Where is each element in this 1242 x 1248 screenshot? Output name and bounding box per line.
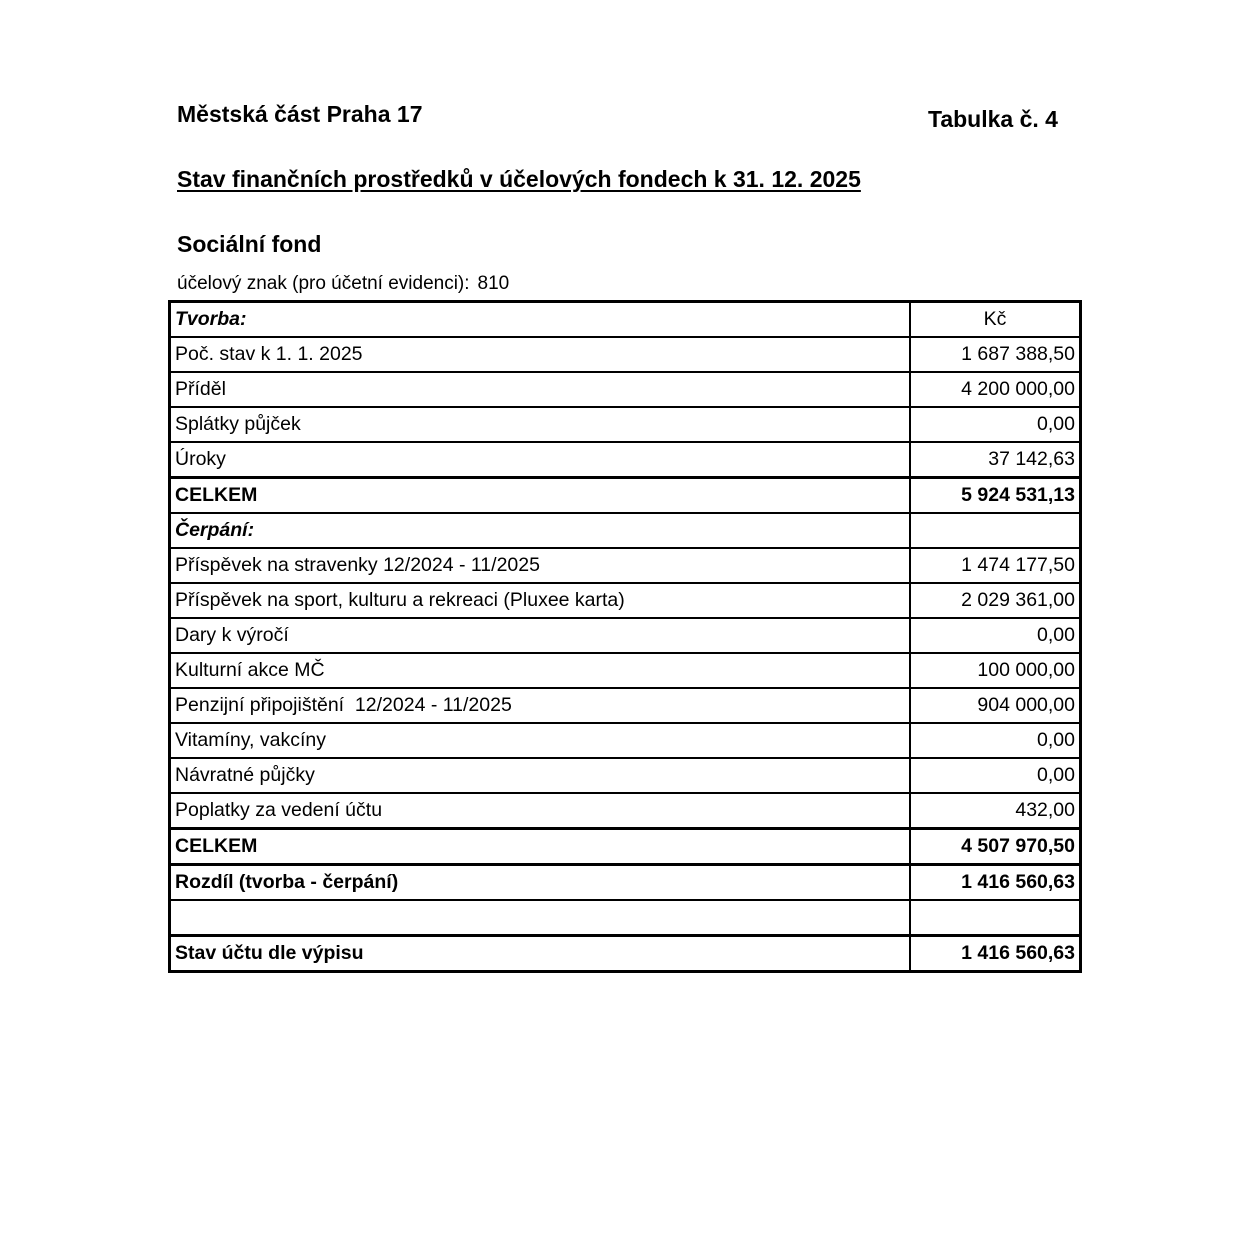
tvorba-total-row — [170, 478, 1081, 514]
purpose-code-label: účelový znak (pro účetní evidenci): — [177, 273, 470, 294]
row-value: 0,00 — [910, 407, 1081, 442]
organization-name: Městská část Praha 17 — [177, 101, 423, 127]
row-value: 100 000,00 — [910, 653, 1081, 688]
balance-row — [170, 936, 1081, 972]
table-row — [170, 372, 1081, 407]
row-label: Návratné půjčky — [170, 758, 911, 793]
purpose-code-value: 810 — [477, 273, 510, 294]
row-label: Kulturní akce MČ — [170, 653, 911, 688]
row-label: Dary k výročí — [170, 618, 911, 653]
tvorba-section-label: Tvorba: — [170, 302, 911, 338]
table-row — [170, 583, 1081, 618]
row-label: Penzijní připojištění 12/2024 - 11/2025 — [170, 688, 911, 723]
cerpani-total-row — [170, 829, 1081, 865]
row-value: 0,00 — [910, 618, 1081, 653]
difference-value: 1 416 560,63 — [910, 865, 1081, 901]
balance-value: 1 416 560,63 — [910, 936, 1081, 972]
table-row — [170, 548, 1081, 583]
table-row — [170, 688, 1081, 723]
table-row — [170, 442, 1081, 478]
table-row — [170, 407, 1081, 442]
currency-header: Kč — [910, 302, 1081, 338]
table-row — [170, 618, 1081, 653]
row-label: Příspěvek na stravenky 12/2024 - 11/2025 — [170, 548, 911, 583]
balance-label: Stav účtu dle výpisu — [170, 936, 911, 972]
fund-name: Sociální fond — [177, 231, 322, 257]
row-value: 4 200 000,00 — [910, 372, 1081, 407]
document-title: Stav finančních prostředků v účelových fondech k 31. 12. 2025 — [177, 166, 861, 192]
table-row — [170, 793, 1081, 829]
row-value: 904 000,00 — [910, 688, 1081, 723]
row-value: 2 029 361,00 — [910, 583, 1081, 618]
table-row — [170, 337, 1081, 372]
blank-value-cell — [910, 900, 1081, 936]
blank-row — [170, 900, 1081, 936]
table-row — [170, 758, 1081, 793]
row-label: Příspěvek na sport, kulturu a rekreaci (Pluxee karta) — [170, 583, 911, 618]
difference-label: Rozdíl (tvorba - čerpání) — [170, 865, 911, 901]
difference-row — [170, 865, 1081, 901]
blank-label-cell — [170, 900, 911, 936]
purpose-code-line — [177, 273, 509, 295]
table-row — [170, 723, 1081, 758]
cerpani-total-label: CELKEM — [170, 829, 911, 865]
row-label: Poplatky za vedení účtu — [170, 793, 911, 829]
row-label: Splátky půjček — [170, 407, 911, 442]
row-value: 1 687 388,50 — [910, 337, 1081, 372]
row-label: Příděl — [170, 372, 911, 407]
cerpani-section-label: Čerpání: — [170, 513, 911, 548]
table-row — [170, 653, 1081, 688]
tvorba-header-row — [170, 302, 1081, 338]
row-value: 0,00 — [910, 758, 1081, 793]
table-number: Tabulka č. 4 — [928, 106, 1058, 132]
row-value: 37 142,63 — [910, 442, 1081, 478]
cerpani-total-value: 4 507 970,50 — [910, 829, 1081, 865]
fund-table — [168, 300, 1082, 973]
tvorba-total-value: 5 924 531,13 — [910, 478, 1081, 514]
row-value: 1 474 177,50 — [910, 548, 1081, 583]
row-label: Poč. stav k 1. 1. 2025 — [170, 337, 911, 372]
row-label: Úroky — [170, 442, 911, 478]
cerpani-header-row — [170, 513, 1081, 548]
row-value: 0,00 — [910, 723, 1081, 758]
row-label: Vitamíny, vakcíny — [170, 723, 911, 758]
row-value: 432,00 — [910, 793, 1081, 829]
cerpani-header-value — [910, 513, 1081, 548]
tvorba-total-label: CELKEM — [170, 478, 911, 514]
